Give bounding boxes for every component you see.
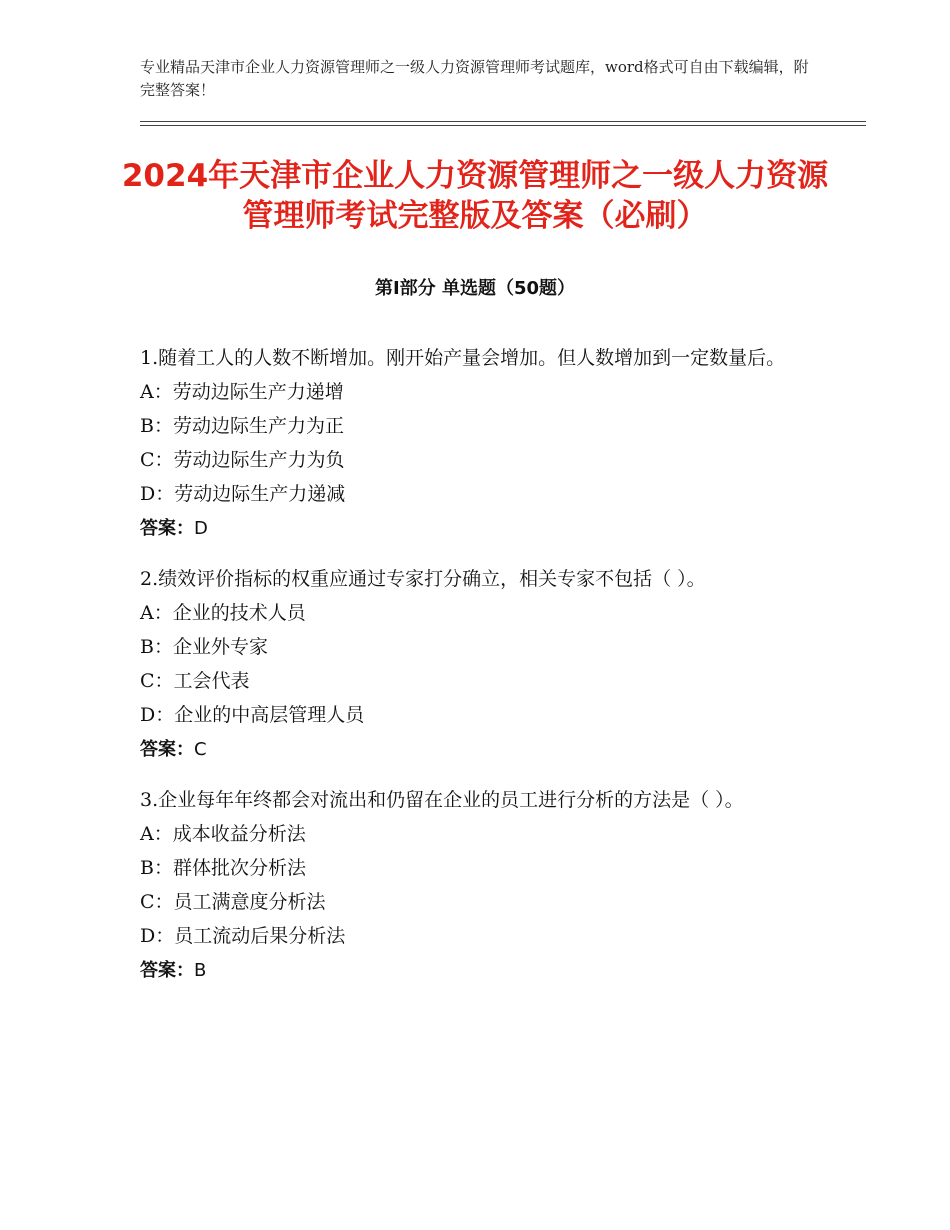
document-title: 2024年天津市企业人力资源管理师之一级人力资源管理师考试完整版及答案（必刷） [121,158,829,234]
section-heading: 第Ⅰ部分 单选题（50题） [374,278,575,299]
answer-line [140,734,805,765]
option-b: B：企业外专家 [140,636,268,658]
answer-label: 答案： [140,960,194,981]
option-a: A：企业的技术人员 [140,602,306,624]
answer-label: 答案： [140,739,194,760]
option-b: B：群体批次分析法 [140,857,306,879]
question-list [140,343,805,1006]
answer-value: B [194,960,207,981]
header-note: 专业精品天津市企业人力资源管理师之一级人力资源管理师考试题库，word格式可自由下载编辑，附完整答案！ [140,58,809,99]
option-d: D：员工流动后果分析法 [140,925,346,947]
option-c: C：劳动边际生产力为负 [140,449,345,471]
option-b: B：劳动边际生产力为正 [140,415,344,437]
header-divider-bottom [140,125,866,126]
question-2 [140,564,805,765]
answer-label: 答案： [140,518,194,539]
answer-value: D [194,518,208,539]
question-stem: 2.绩效评价指标的权重应通过专家打分确立，相关专家不包括（ ）。 [140,568,706,590]
question-1 [140,343,805,544]
answer-line [140,955,805,986]
question-stem: 1.随着工人的人数不断增加。刚开始产量会增加。但人数增加到一定数量后。 [140,347,786,369]
option-a: A：成本收益分析法 [140,823,306,845]
answer-line [140,513,805,544]
option-d: D：企业的中高层管理人员 [140,704,365,726]
answer-value: C [194,739,207,760]
question-3 [140,785,805,986]
question-stem: 3.企业每年年终都会对流出和仍留在企业的员工进行分析的方法是（ ）。 [140,789,744,811]
header-divider-top [140,121,866,122]
option-c: C：员工满意度分析法 [140,891,326,913]
option-d: D：劳动边际生产力递减 [140,483,346,505]
option-a: A：劳动边际生产力递增 [140,381,344,403]
option-c: C：工会代表 [140,670,250,692]
